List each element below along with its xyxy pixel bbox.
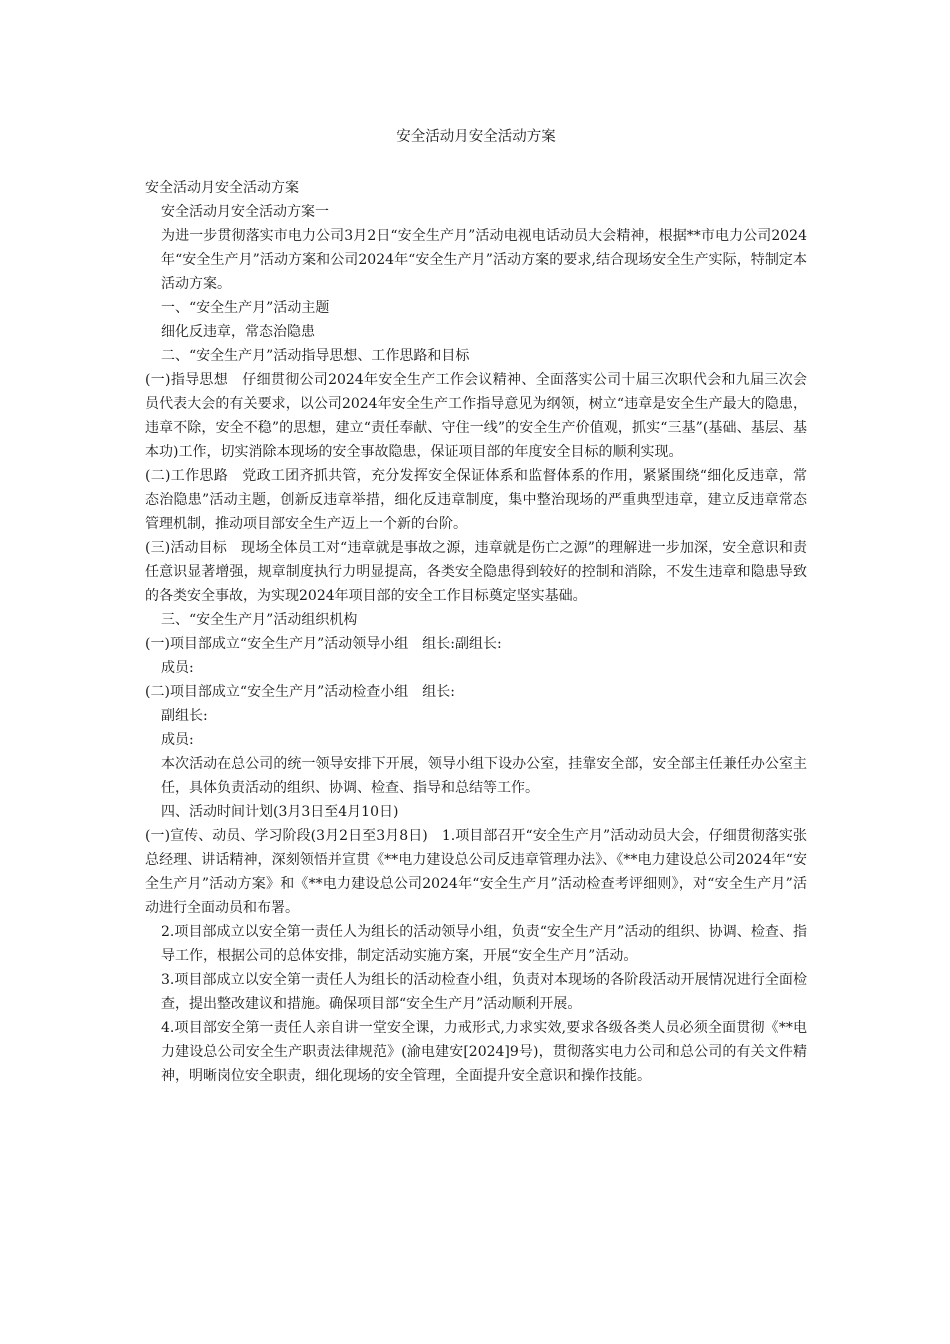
document-title: 安全活动月安全活动方案: [396, 129, 556, 145]
section-heading: 一、“安全生产月”活动主题: [161, 300, 330, 316]
section-heading: 四、活动时间计划(3月3日至4月10日): [161, 804, 399, 820]
paragraph: 副组长:: [161, 708, 208, 724]
paragraph: 安全活动月安全活动方案一: [161, 204, 329, 220]
paragraph: 成员:: [161, 732, 194, 748]
paragraph: 为进一步贯彻落实市电力公司3月2日“安全生产月”活动电视电话动员大会精神，根据**市电力公司2024年“安全生产月”活动方案和公司2024年“安全生产月”活动方案的要求,结合现场安全生产实际，特制定本活动方案。: [161, 228, 807, 292]
paragraph: (一)项目部成立“安全生产月”活动领导小组 组长:副组长:: [145, 636, 502, 652]
paragraph: (三)活动目标 现场全体员工对“违章就是事故之源，违章就是伤亡之源”的理解进一步加深，安全意识和责任意识显著增强，规章制度执行力明显提高，各类安全隐患得到较好的控制和消除，不发生违章和隐患导致的各类安全事故，为实现2024年项目部的安全工作目标奠定坚实基础。: [145, 540, 807, 604]
paragraph: (二)工作思路 党政工团齐抓共管，充分发挥安全保证体系和监督体系的作用，紧紧围绕“细化反违章，常态治隐患”活动主题，创新反违章举措，细化反违章制度，集中整治现场的严重典型违章，建立反违章常态管理机制，推动项目部安全生产迈上一个新的台阶。: [145, 468, 807, 532]
paragraph: 2.项目部成立以安全第一责任人为组长的活动领导小组，负责“安全生产月”活动的组织、协调、检查、指导工作，根据公司的总体安排，制定活动实施方案，开展“安全生产月”活动。: [161, 924, 807, 964]
paragraph: 细化反违章，常态治隐患: [161, 324, 315, 340]
paragraph: 本次活动在总公司的统一领导安排下开展，领导小组下设办公室，挂靠安全部，安全部主任兼任办公室主任，具体负责活动的组织、协调、检查、指导和总结等工作。: [161, 756, 807, 796]
section-heading: 二、“安全生产月”活动指导思想、工作思路和目标: [161, 348, 470, 364]
section-heading: 三、“安全生产月”活动组织机构: [161, 612, 358, 628]
paragraph: 4.项目部安全第一责任人亲自讲一堂安全课，力戒形式,力求实效,要求各级各类人员必须全面贯彻《**电力建设总公司安全生产职责法律规范》(渝电建安[2024]9号)，贯彻落实电力公司和总公司的有关文件精神，明晰岗位安全职责，细化现场的安全管理，全面提升安全意识和操作技能。: [161, 1020, 807, 1084]
paragraph: 成员:: [161, 660, 194, 676]
paragraph: (一)指导思想 仔细贯彻公司2024年安全生产工作会议精神、全面落实公司十届三次职代会和九届三次会员代表大会的有关要求，以公司2024年安全生产工作指导意见为纲领，树立“违章是安全生产最大的隐患，违章不除，安全不稳”的思想，建立“责任奉献、守住一线”的安全生产价值观，抓实“三基”(基础、基层、基本功)工作，切实消除本现场的安全事故隐患，保证项目部的年度安全目标的顺利实现。: [145, 372, 807, 460]
paragraph: (二)项目部成立“安全生产月”活动检查小组 组长:: [145, 684, 455, 700]
paragraph: 安全活动月安全活动方案: [145, 180, 299, 196]
paragraph: (一)宣传、动员、学习阶段(3月2日至3月8日) 1.项目部召开“安全生产月”活动动员大会，仔细贯彻落实张总经理、讲话精神，深刻领悟并宣贯《**电力建设总公司反违章管理办法》、《**电力建设总公司2024年“安全生产月”活动方案》和《**电力建设总公司2024年“安全生产月”活动检查考评细则》，对“安全生产月”活动进行全面动员和布署。: [145, 828, 807, 916]
paragraph: 3.项目部成立以安全第一责任人为组长的活动检查小组，负责对本现场的各阶段活动开展情况进行全面检查，提出整改建议和措施。确保项目部“安全生产月”活动顺利开展。: [161, 972, 807, 1012]
document-body: [145, 176, 807, 1088]
